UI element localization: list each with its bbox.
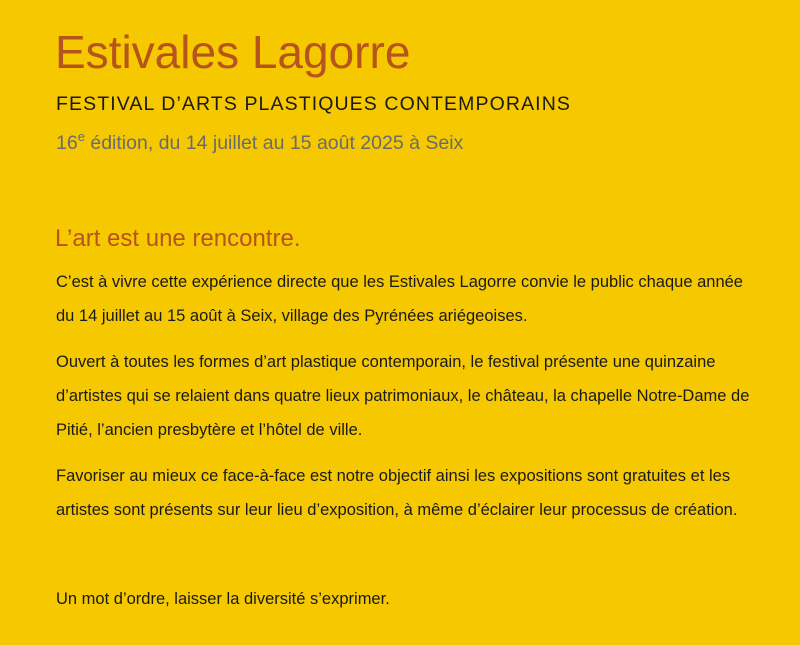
paragraph-motto: Un mot d’ordre, laisser la diversité s’exprimer.: [56, 590, 390, 608]
edition-details: édition, du 14 juillet au 15 août 2025 à Seix: [84, 132, 464, 154]
page-subtitle: FESTIVAL D’ARTS PLASTIQUES CONTEMPORAINS: [56, 93, 571, 115]
paragraph-intro: C’est à vivre cette expérience directe que les Estivales Lagorre convie le public chaque année du 14 juillet au 15 août à Seix, village des Pyrénées ariégeoises.: [56, 273, 743, 325]
page-title: Estivales Lagorre: [55, 26, 411, 78]
edition-number: 16: [56, 132, 78, 154]
paragraph-objective: Favoriser au mieux ce face-à-face est notre objectif ainsi les expositions sont gratuites et les artistes sont présents sur leur lieu d’exposition, à même d’éclairer leur processus de création.: [56, 467, 738, 519]
edition-info: [56, 129, 463, 157]
section-heading: L’art est une rencontre.: [55, 225, 301, 252]
edition-superscript: e: [77, 128, 85, 144]
paragraph-venues: Ouvert à toutes les formes d’art plastique contemporain, le festival présente une quinzaine d’artistes qui se relaient dans quatre lieux patrimoniaux, le château, la chapelle Notre-Dame de Pitié, l’ancien presbytère et l’hôtel de ville.: [56, 353, 750, 439]
